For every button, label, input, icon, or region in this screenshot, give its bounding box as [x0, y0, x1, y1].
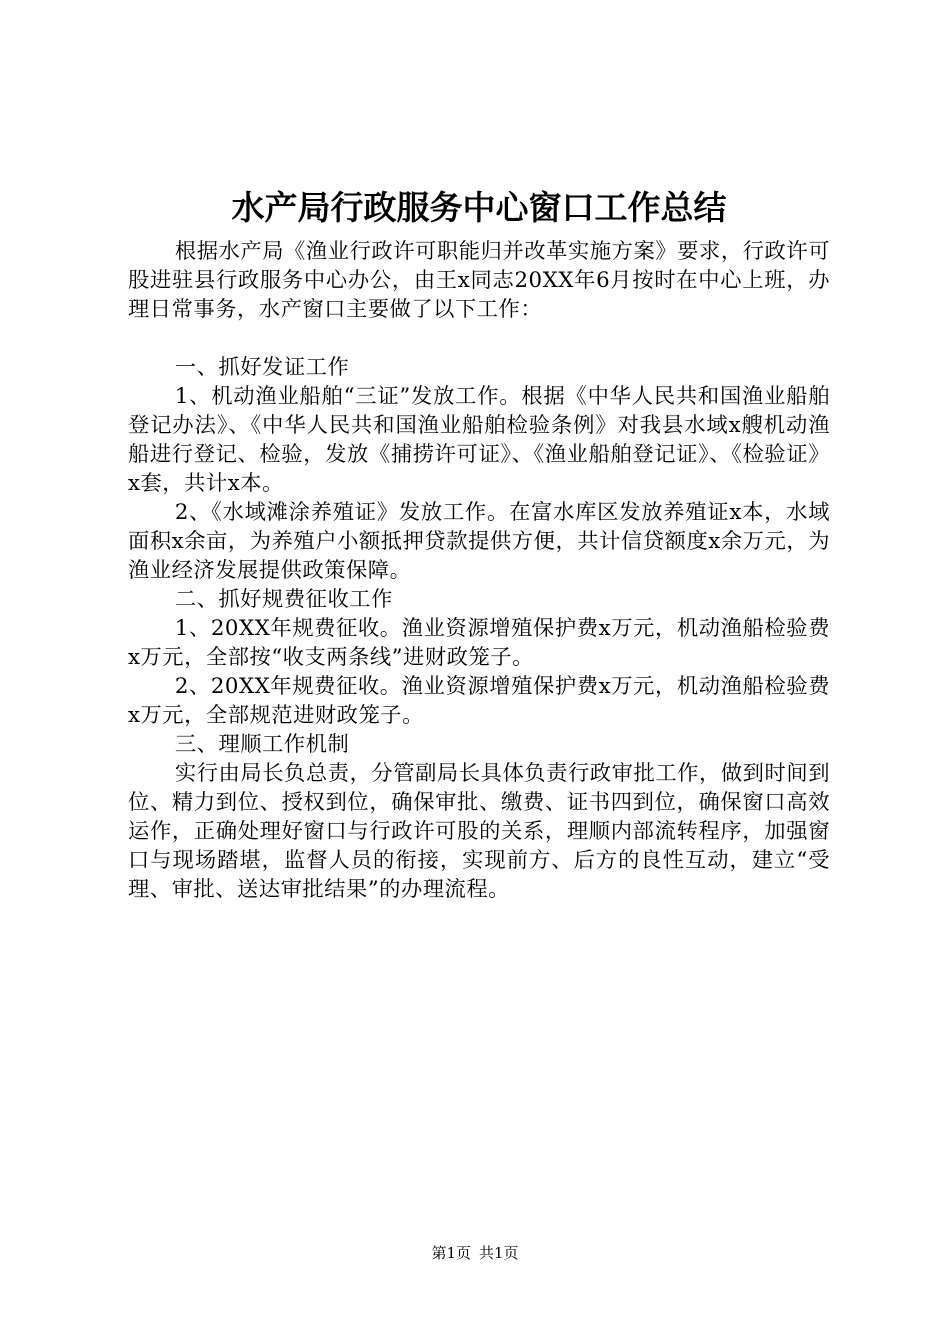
section-2-item-2: 2、20XX年规费征收。渔业资源增殖保护费x万元，机动渔船检验费x万元，全部规范进财政笼子。 — [128, 674, 830, 728]
page-number: 第1页 — [431, 1244, 471, 1262]
section-1-item-2: 2、《水域滩涂养殖证》发放工作。在富水库区发放养殖证x本，水域面积x余亩，为养殖户小额抵押贷款提供方便，共计信贷额度x余万元，为渔业经济发展提供政策保障。 — [128, 500, 830, 583]
section-1-item-1: 1、机动渔业船舶“三证”发放工作。根据《中华人民共和国渔业船舶登记办法》、《中华人民共和国渔业船舶检验条例》对我县水域x艘机动渔船进行登记、检验，发放《捕捞许可证》、《渔业船舶登记证》、《检验证》x套，共计x本。 — [128, 384, 830, 496]
page-footer — [0, 1243, 950, 1263]
section-2-heading: 二、抓好规费征收工作 — [174, 587, 393, 612]
section-3-body: 实行由局长负总责，分管副局长具体负责行政审批工作，做到时间到位、精力到位、授权到位，确保审批、缴费、证书四到位，确保窗口高效运作，正确处理好窗口与行政许可股的关系，理顺内部流转程序，加强窗口与现场踏堪，监督人员的衔接，实现前方、后方的良性互动，建立“受理、审批、送达审批结果”的办理流程。 — [128, 761, 830, 902]
document-body — [128, 237, 830, 904]
section-3-heading: 三、理顺工作机制 — [174, 732, 350, 757]
blank-line — [128, 324, 830, 353]
section-1-heading: 一、抓好发证工作 — [174, 355, 350, 380]
page-total: 共1页 — [479, 1244, 519, 1262]
intro-paragraph: 根据水产局《渔业行政许可职能归并改革实施方案》要求，行政许可股进驻县行政服务中心办公，由王x同志20XX年6月按时在中心上班，办理日常事务，水产窗口主要做了以下工作： — [128, 239, 830, 322]
document-title: 水产局行政服务中心窗口工作总结 — [231, 188, 727, 227]
section-2-item-1: 1、20XX年规费征收。渔业资源增殖保护费x万元，机动渔船检验费x万元，全部按“收支两条线”进财政笼子。 — [128, 616, 830, 670]
